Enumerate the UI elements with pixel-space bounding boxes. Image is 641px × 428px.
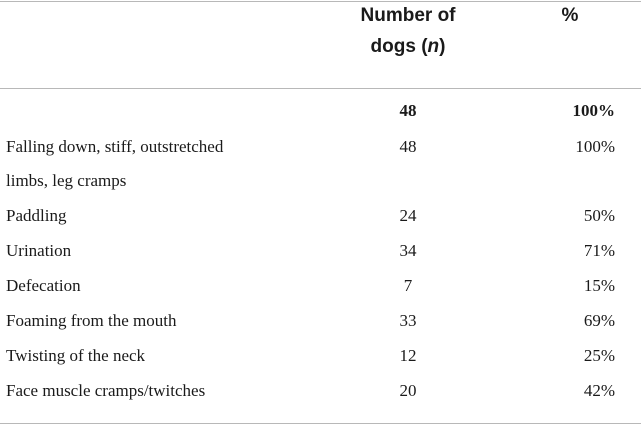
header-rule (0, 88, 641, 89)
row-pct: 69% (583, 311, 615, 330)
row-label: Twisting of the neck (6, 346, 146, 365)
header-n-line1: Number of (360, 5, 456, 26)
row-label: Paddling (6, 206, 67, 225)
header-n-variable: n (427, 36, 440, 57)
header-percent: % (561, 5, 579, 26)
header-number-of-dogs (340, 0, 476, 62)
table-bottom-rule (0, 423, 641, 424)
row-label: Defecation (6, 276, 81, 295)
row-label: Falling down, stiff, outstretched (6, 137, 224, 156)
row-pct: 25% (583, 346, 615, 365)
row-label-continued: limbs, leg cramps (6, 171, 127, 190)
row-label: Foaming from the mouth (6, 311, 177, 330)
row-label: Urination (6, 241, 72, 260)
row-pct: 50% (583, 206, 615, 225)
row-pct: 42% (583, 381, 615, 400)
row-label: Face muscle cramps/twitches (6, 381, 206, 400)
header-n-line2: dogs (n) (370, 36, 446, 57)
row-pct: 15% (583, 276, 615, 295)
row-pct: 71% (583, 241, 615, 260)
row-pct: 100% (575, 137, 615, 156)
total-pct: 100% (572, 101, 615, 120)
data-table: Number of dogs (n) % 48 100% Falling down, stiff, outstretched limbs, leg cramps 48 100% Paddling 24 50% Urination 34 71% Defecation 7 15% Foaming from the mouth 33 69% Twisting of the neck 12 25% Face muscle cramps/twitches 20 42% (0, 0, 641, 428)
